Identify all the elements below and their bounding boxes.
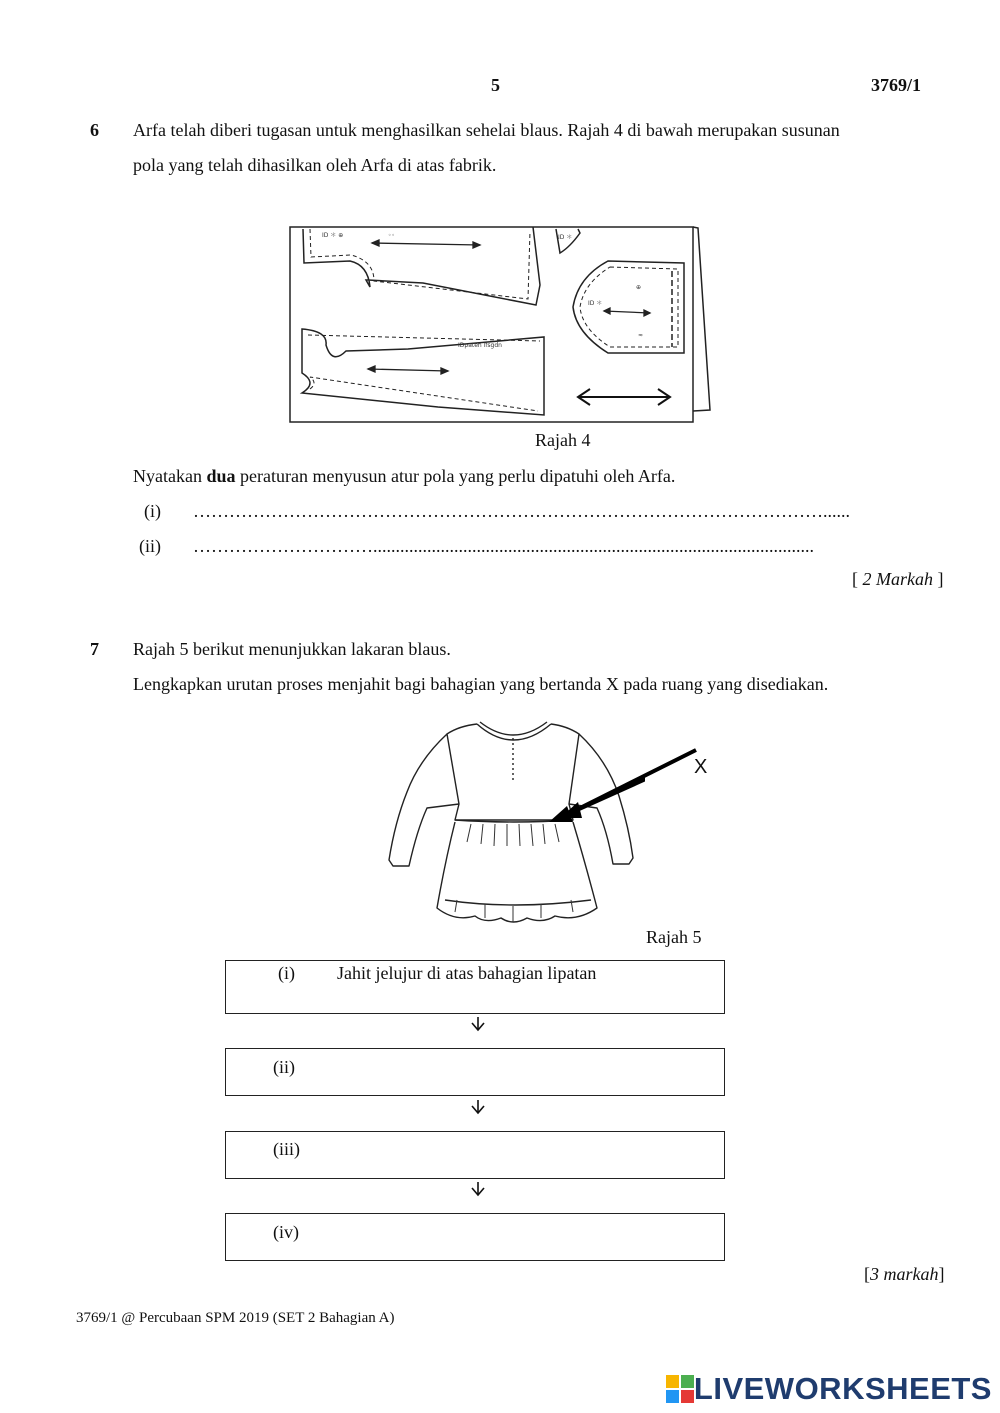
- figure-4-caption: Rajah 4: [535, 430, 591, 450]
- pattern-piece-sleeve: [573, 261, 684, 353]
- figure-5-x-label: X: [694, 756, 708, 778]
- paper-code: 3769/1: [871, 75, 922, 95]
- blouse-left-sleeve: [389, 734, 459, 866]
- step-box-4[interactable]: [225, 1213, 725, 1261]
- question-6-prompt: [133, 466, 675, 487]
- pointer-arrow-line: [560, 742, 700, 822]
- answer-label-ii: (ii): [139, 536, 161, 556]
- step-box-1[interactable]: [225, 960, 725, 1014]
- pattern-piece-facing: [556, 229, 580, 253]
- question-6-marks: [ 2 Markah ]: [852, 569, 944, 589]
- answer-line-ii[interactable]: …………………………..................................................................................................: [193, 536, 814, 556]
- liveworksheets-logo[interactable]: [666, 1371, 992, 1407]
- fabric-outline: [290, 227, 693, 422]
- marks-value: 3 markah: [870, 1264, 939, 1284]
- svg-text:ID ＊: ID ＊: [558, 234, 573, 241]
- question-6-line-1: Arfa telah diberi tugasan untuk menghasilkan sehelai blaus. Rajah 4 di bawah merupakan susunan: [133, 120, 840, 140]
- step-text-1: Jahit jelujur di atas bahagian lipatan: [337, 963, 597, 983]
- liveworksheets-brand: LIVEWORKSHEETS: [693, 1371, 992, 1406]
- step-label-3: (iii): [273, 1139, 300, 1159]
- step-label-2: (ii): [273, 1057, 295, 1077]
- footer-text: 3769/1 @ Percubaan SPM 2019 (SET 2 Bahagian A): [76, 1310, 395, 1326]
- question-7-number: 7: [90, 639, 99, 659]
- pattern-piece-front: [302, 329, 544, 415]
- pattern-layout-figure: [288, 225, 713, 425]
- step-box-3[interactable]: [225, 1131, 725, 1179]
- prompt-post: peraturan menyusun atur pola yang perlu dipatuhi oleh Arfa.: [235, 466, 676, 486]
- question-7-line-2: Lengkapkan urutan proses menjahit bagi bahagian yang bertanda X pada ruang yang disediakan.: [133, 674, 829, 694]
- down-arrow-icon: [468, 1180, 488, 1198]
- question-6-number: 6: [90, 120, 99, 140]
- question-7-marks: [3 markah]: [864, 1264, 945, 1284]
- svg-text:≈: ≈: [638, 332, 644, 339]
- svg-text:⊕: ⊕: [636, 284, 642, 291]
- down-arrow-icon: [468, 1098, 488, 1116]
- prompt-bold: dua: [206, 466, 236, 486]
- step-label-4: (iv): [273, 1222, 299, 1242]
- step-box-2[interactable]: [225, 1048, 725, 1096]
- step-label-1: (i): [278, 963, 295, 983]
- question-7-line-1: Rajah 5 berikut menunjukkan lakaran blaus.: [133, 639, 451, 659]
- blouse-skirt: [437, 822, 597, 922]
- prompt-pre: Nyatakan: [133, 466, 207, 486]
- liveworksheets-icon: [666, 1375, 694, 1403]
- marks-value: 2 Markah: [862, 569, 933, 589]
- figure-5-caption: Rajah 5: [646, 927, 702, 947]
- svg-text:◦◦: ◦◦: [388, 232, 396, 239]
- answer-label-i: (i): [144, 501, 161, 521]
- question-6-line-2: pola yang telah dihasilkan oleh Arfa di atas fabrik.: [133, 155, 497, 175]
- svg-text:ID ＊ ⊕: ID ＊ ⊕: [322, 232, 344, 239]
- svg-text:IDpaten lfsgdn: IDpaten lfsgdn: [458, 342, 502, 349]
- svg-text:ID ＊: ID ＊: [588, 300, 603, 307]
- fabric-fold: [693, 227, 710, 411]
- answer-line-i[interactable]: ……………………………………………………………………………………………......: [193, 501, 850, 521]
- down-arrow-icon: [468, 1015, 488, 1033]
- page-number: 5: [491, 75, 500, 95]
